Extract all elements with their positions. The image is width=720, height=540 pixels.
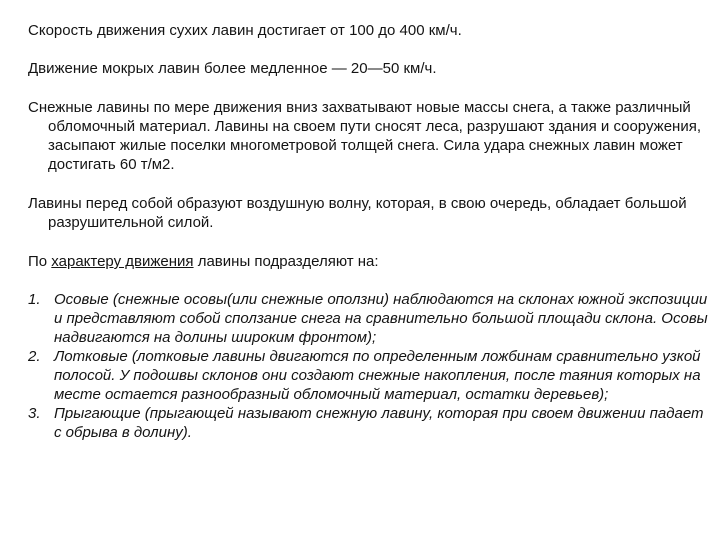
paragraph-classification-intro: [28, 252, 720, 271]
list-item: [28, 404, 708, 442]
avalanche-types-list: [28, 290, 708, 442]
list-item-text: Осовые (снежные осовы(или снежные оползни) наблюдаются на склонах южной экспозиции и представляют собой сползание снега на сравнительно большой площади склона. Осовы надвигаются на долины широким фронтом);: [54, 291, 708, 346]
list-item-text: Прыгающие (прыгающей называют снежную лавину, которая при своем движении падает с обрыва в долину).: [54, 405, 704, 441]
paragraph-avalanche-destruction: Снежные лавины по мере движения вниз захватывают новые массы снега, а также различный обломочный материал. Лавины на своем пути сносят леса, разрушают здания и сооружения, засыпают жилые поселки многометровой толщей снега. Сила удара снежных лавин может достигать 60 т/м2.: [28, 99, 701, 173]
paragraph-air-wave: Лавины перед собой образуют воздушную волну, которая, в свою очередь, обладает большой разрушительной силой.: [28, 195, 687, 231]
intro-prefix: По: [28, 253, 52, 270]
list-item: [28, 290, 708, 347]
list-item: [28, 347, 708, 404]
list-item-number: 2.: [28, 348, 41, 365]
list-item-number: 3.: [28, 405, 41, 422]
intro-suffix: лавины подразделяют на:: [193, 253, 379, 270]
list-item-text: Лотковые (лотковые лавины двигаются по определенным ложбинам сравнительно узкой полосой. У подошвы склонов они создают снежные накопления, после таяния которых на месте остается разнообразный обломочный материал, остатки деревьев);: [54, 348, 701, 403]
paragraph-dry-avalanche-speed: Скорость движения сухих лавин достигает от 100 до 400 км/ч.: [28, 22, 462, 39]
list-item-number: 1.: [28, 291, 41, 308]
movement-character-link[interactable]: характеру движения: [51, 253, 194, 270]
paragraph-wet-avalanche-speed: Движение мокрых лавин более медленное — 20—50 км/ч.: [28, 60, 437, 77]
